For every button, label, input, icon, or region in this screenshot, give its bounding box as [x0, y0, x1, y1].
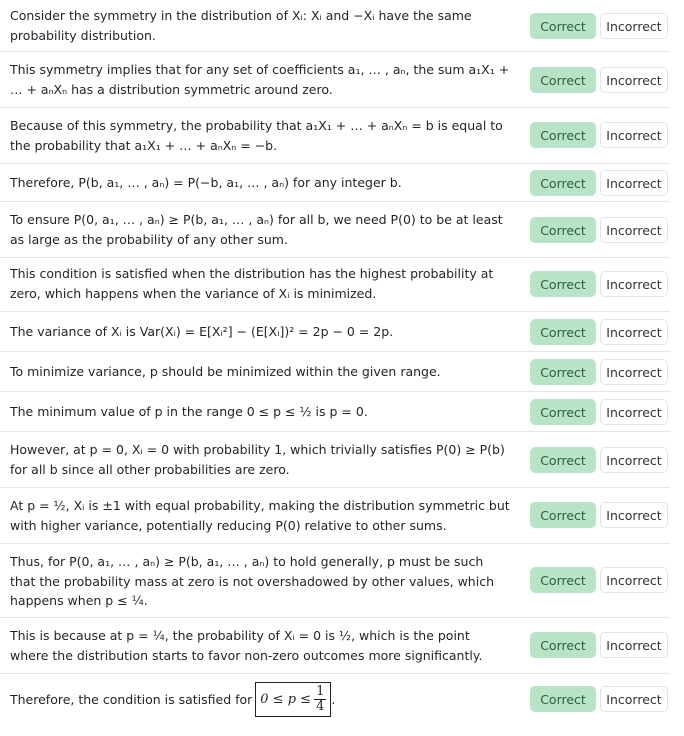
step-actions [530, 359, 668, 385]
incorrect-button[interactable]: Incorrect [600, 399, 668, 425]
incorrect-button[interactable]: Incorrect [600, 319, 668, 345]
incorrect-button[interactable]: Incorrect [600, 170, 668, 196]
correct-button[interactable]: Correct [530, 170, 596, 196]
step-text: Because of this symmetry, the probability that a₁X₁ + … + aₙXₙ = b is equal to the probability that a₁X₁ + … + aₙXₙ = −b. [10, 118, 503, 153]
incorrect-button[interactable]: Incorrect [600, 271, 668, 297]
step-row-11 [0, 488, 670, 544]
incorrect-button[interactable]: Incorrect [600, 359, 668, 385]
step-text: At p = ½, Xᵢ is ±1 with equal probability, making the distribution symmetric but with higher variance, potentially reducing P(0) relative to other sums. [10, 498, 510, 533]
correct-button[interactable]: Correct [530, 502, 596, 528]
correct-button[interactable]: Correct [530, 67, 596, 93]
incorrect-button[interactable]: Incorrect [600, 502, 668, 528]
step-actions [530, 271, 668, 297]
step-actions [530, 217, 668, 243]
step-text: The minimum value of p in the range 0 ≤ p ≤ ½ is p = 0. [10, 404, 368, 419]
step-row-14 [0, 674, 670, 726]
correct-button[interactable]: Correct [530, 686, 596, 712]
step-row-12 [0, 544, 670, 618]
final-period: . [331, 691, 336, 707]
step-actions [530, 502, 668, 528]
step-actions [530, 399, 668, 425]
final-step-text: Therefore, the condition is satisfied for [10, 691, 253, 707]
answer-fraction [314, 685, 326, 714]
step-text: Thus, for P(0, a₁, … , aₙ) ≥ P(b, a₁, … , aₙ) to hold generally, p must be such that the probability mass at zero is not overshadowed by other values, which happens when p ≤ ¼. [10, 554, 494, 608]
incorrect-button[interactable]: Incorrect [600, 447, 668, 473]
correct-button[interactable]: Correct [530, 632, 596, 658]
step-text: Consider the symmetry in the distribution of Xᵢ: Xᵢ and −Xᵢ have the same probability distribution. [10, 8, 472, 43]
step-text-final [10, 682, 510, 717]
step-text: This symmetry implies that for any set of coefficients a₁, … , aₙ, the sum a₁X₁ + … + aₙXₙ has a distribution symmetric around zero. [10, 62, 510, 97]
step-row-9 [0, 392, 670, 432]
incorrect-button[interactable]: Incorrect [600, 632, 668, 658]
correct-button[interactable]: Correct [530, 399, 596, 425]
correct-button[interactable]: Correct [530, 13, 596, 39]
step-row-7 [0, 312, 670, 352]
step-row-2 [0, 52, 670, 108]
incorrect-button[interactable]: Incorrect [600, 13, 668, 39]
step-text: To minimize variance, p should be minimized within the given range. [10, 364, 441, 379]
step-row-3 [0, 108, 670, 164]
correct-button[interactable]: Correct [530, 447, 596, 473]
step-actions [530, 319, 668, 345]
incorrect-button[interactable]: Incorrect [600, 686, 668, 712]
step-actions [530, 686, 668, 712]
step-text: This is because at p = ¼, the probability of Xᵢ = 0 is ½, which is the point where the distribution starts to favor non-zero outcomes more significantly. [10, 628, 483, 663]
step-text: However, at p = 0, Xᵢ = 0 with probability 1, which trivially satisfies P(0) ≥ P(b) for all b since all other probabilities are zero. [10, 442, 505, 477]
boxed-answer [255, 682, 331, 717]
correct-button[interactable]: Correct [530, 359, 596, 385]
answer-inequality: 0 ≤ p ≤ [260, 691, 312, 707]
step-text: Therefore, P(b, a₁, … , aₙ) = P(−b, a₁, … , aₙ) for any integer b. [10, 175, 402, 190]
fraction-numerator: 1 [316, 684, 325, 699]
step-text: To ensure P(0, a₁, … , aₙ) ≥ P(b, a₁, … , aₙ) for all b, we need P(0) to be at least as large as the probability of any other sum. [10, 212, 503, 247]
step-actions [530, 447, 668, 473]
correct-button[interactable]: Correct [530, 567, 596, 593]
step-text: This condition is satisfied when the distribution has the highest probability at zero, which happens when the variance of Xᵢ is minimized. [10, 266, 494, 301]
fraction-denominator: 4 [316, 699, 325, 714]
incorrect-button[interactable]: Incorrect [600, 567, 668, 593]
correct-button[interactable]: Correct [530, 122, 596, 148]
step-row-10 [0, 432, 670, 488]
step-text: The variance of Xᵢ is Var(Xᵢ) = E[Xᵢ²] − (E[Xᵢ])² = 2p − 0 = 2p. [10, 324, 394, 339]
step-actions [530, 632, 668, 658]
step-row-8 [0, 352, 670, 392]
step-row-4 [0, 164, 670, 202]
step-row-5 [0, 202, 670, 258]
step-row-1 [0, 0, 670, 52]
step-row-6 [0, 258, 670, 312]
incorrect-button[interactable]: Incorrect [600, 67, 668, 93]
step-actions [530, 567, 668, 593]
incorrect-button[interactable]: Incorrect [600, 217, 668, 243]
correct-button[interactable]: Correct [530, 217, 596, 243]
correct-button[interactable]: Correct [530, 319, 596, 345]
correct-button[interactable]: Correct [530, 271, 596, 297]
step-actions [530, 122, 668, 148]
step-actions [530, 170, 668, 196]
step-actions [530, 13, 668, 39]
incorrect-button[interactable]: Incorrect [600, 122, 668, 148]
step-actions [530, 67, 668, 93]
step-row-13 [0, 618, 670, 674]
